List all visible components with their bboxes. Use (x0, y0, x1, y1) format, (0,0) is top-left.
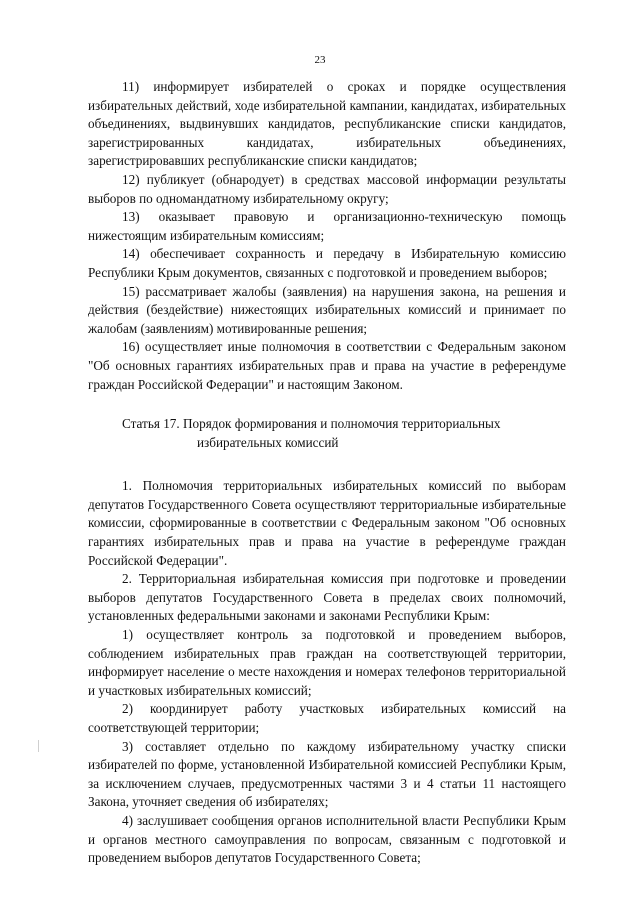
paragraph-subitem-4: 4) заслушивает сообщения органов исполнительной власти Республики Крым и органов местного самоуправления по вопросам, связанным с подготовкой и проведением выборов депутатов Государственного Совета; (88, 812, 566, 866)
paragraph-part-1: 1. Полномочия территориальных избирательных комиссий по выборам депутатов Государственного Совета осуществляют территориальные избирательные комиссии, сформированные в соответствии с Федеральным законом "Об основных гарантиях избирательных прав и права на участие в референдуме граждан Российской Федерации". (88, 478, 566, 568)
paragraph-item-13: 13) оказывает правовую и организационно-техническую помощь нижестоящим избирательным комиссиям; (88, 209, 566, 243)
paragraph-item-12: 12) публикует (обнародует) в средствах массовой информации результаты выборов по одномандатному избирательному округу; (88, 171, 566, 206)
article-heading-line2: избирательных комиссий (197, 434, 339, 450)
paragraph-item-16: 16) осуществляет иные полномочия в соответствии с Федеральным законом "Об основных гарантиях избирательных прав и права на участие в референдуме граждан Российской Федерации" и настоящим Законом. (88, 339, 566, 392)
document-body (88, 78, 566, 868)
scan-margin-mark (38, 740, 39, 752)
article-heading (88, 415, 566, 452)
page-number: 23 (314, 54, 326, 66)
article-heading-line1: Статья 17. Порядок формирования и полномочия территориальных (122, 416, 501, 432)
paragraph-subitem-3: 3) составляет отдельно по каждому избирательному участку списки избирателей по форме, установленной Избирательной комиссией Республики Крым, за исключением случаев, предусмотренных частями 3 и 4 статьи 11 настоящего Закона, уточняет сведения об избирателях; (88, 738, 566, 810)
paragraph-part-2: 2. Территориальная избирательная комиссия при подготовке и проведении выборов депутатов Государственного Совета в пределах своих полномочий, установленных федеральными законами и законами Республики Крым: (88, 571, 566, 624)
paragraph-item-15: 15) рассматривает жалобы (заявления) на нарушения закона, на решения и действия (бездействие) нижестоящих избирательных комиссий и принимает по жалобам (заявлениям) мотивированные решения; (88, 283, 566, 336)
paragraph-subitem-1: 1) осуществляет контроль за подготовкой и проведением выборов, соблюдением избирательных прав граждан на соответствующей территории, информирует население о месте нахождения и номерах телефонов территориальной и участковых избирательных комиссий; (88, 627, 566, 698)
paragraph-subitem-2: 2) координирует работу участковых избирательных комиссий на соответствующей территории; (88, 701, 566, 735)
paragraph-item-11: 11) информирует избирателей о сроках и порядке осуществления избирательных действий, ходе избирательной кампании, кандидатах, избирательных объединениях, выдвинувших кандидатов, республиканские списки кандидатов, зарегистрированных кандидатах, избирательных объединениях, зарегистрировавших республиканские списки кандидатов; (88, 79, 566, 169)
paragraph-item-14: 14) обеспечивает сохранность и передачу в Избирательную комиссию Республики Крым документов, связанных с подготовкой и проведением выборов; (88, 246, 566, 280)
